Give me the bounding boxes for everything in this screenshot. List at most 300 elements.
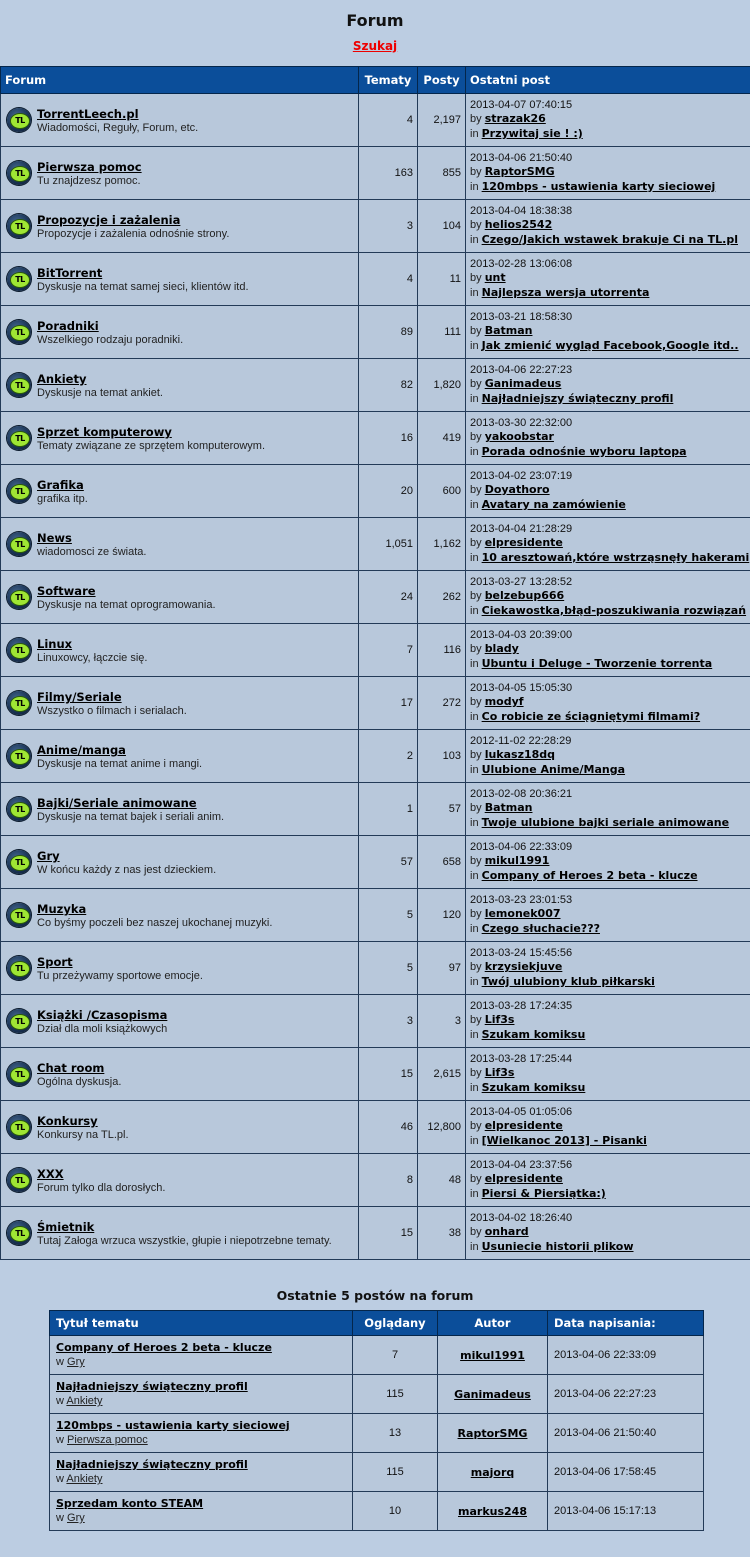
forum-description: Forum tylko dla dorosłych.	[37, 1182, 166, 1194]
last-post-user-link[interactable]: elpresidente	[484, 536, 563, 550]
topics-count: 15	[359, 1048, 418, 1101]
recent-forum-link[interactable]: Ankiety	[66, 1473, 103, 1485]
by-label: by	[470, 908, 482, 921]
forum-cell	[1, 995, 359, 1048]
posts-count: 1,162	[418, 518, 466, 571]
in-label: in	[470, 1240, 479, 1253]
forum-cell	[1, 412, 359, 465]
forum-cell	[1, 730, 359, 783]
last-post-cell	[466, 571, 750, 624]
search-link[interactable]: Szukaj	[352, 39, 398, 53]
recent-topic-link[interactable]: Sprzedam konto STEAM	[56, 1497, 204, 1510]
posts-count: 3	[418, 995, 466, 1048]
forum-name-link[interactable]: Sport	[37, 955, 73, 969]
tl-logo-text: TL	[10, 166, 30, 182]
forum-name-link[interactable]: Muzyka	[37, 902, 87, 916]
post-date: 2013-04-06 15:17:13	[548, 1492, 704, 1531]
in-label: in	[470, 1081, 479, 1094]
forum-description: Tematy związane ze sprzętem komputerowym.	[37, 440, 266, 452]
forum-info	[37, 105, 358, 135]
forum-row	[1, 359, 750, 412]
tl-logo-text: TL	[10, 325, 30, 341]
last-post-date: 2013-03-27 13:28:52	[470, 575, 573, 588]
last-post-user-link[interactable]: lukasz18dq	[484, 748, 556, 762]
last-post-topic-link[interactable]: Jak zmienić wygląd Facebook,Google itd..	[481, 338, 739, 352]
tl-logo-icon	[7, 638, 31, 662]
in-label: in	[470, 1028, 479, 1041]
forum-cell	[1, 518, 359, 571]
forum-description: grafika itp.	[37, 493, 88, 505]
last-post-topic-link[interactable]: 120mbps - ustawienia karty sieciowej	[481, 179, 716, 193]
last-post-topic-link[interactable]: Szukam komiksu	[481, 1080, 586, 1094]
last-post-date: 2013-04-04 21:28:29	[470, 522, 573, 535]
forum-name-link[interactable]: Książki /Czasopisma	[37, 1008, 168, 1022]
forum-info	[37, 1112, 358, 1142]
last-post-date: 2013-04-06 21:50:40	[470, 151, 573, 164]
last-post-cell	[466, 359, 750, 412]
in-forum-label: w	[56, 1434, 64, 1446]
by-label: by	[470, 113, 482, 126]
forum-name-link[interactable]: BitTorrent	[37, 266, 103, 280]
last-post-topic-link[interactable]: Ubuntu i Deluge - Tworzenie torrenta	[481, 656, 713, 670]
forum-row	[1, 412, 750, 465]
topics-count: 1,051	[359, 518, 418, 571]
topics-count: 46	[359, 1101, 418, 1154]
tl-logo-icon	[7, 850, 31, 874]
in-label: in	[470, 657, 479, 670]
last-post-user-link[interactable]: Doyathoro	[484, 483, 550, 497]
last-post-cell	[466, 1101, 750, 1154]
last-post-user-link[interactable]: elpresidente	[484, 1172, 563, 1186]
last-post-date: 2013-04-02 23:07:19	[470, 469, 573, 482]
forum-description: Tu znajdzesz pomoc.	[37, 175, 141, 187]
last-post-cell	[466, 889, 750, 942]
tl-logo-text: TL	[10, 696, 30, 712]
forum-info	[37, 741, 358, 771]
last-post-user-link[interactable]: Lif3s	[484, 1013, 515, 1027]
last-post-user-link[interactable]: blady	[484, 642, 519, 656]
forum-description: Dyskusje na temat bajek i seriali anim.	[37, 811, 225, 823]
forum-info	[37, 953, 358, 983]
forum-name-link[interactable]: Filmy/Seriale	[37, 690, 122, 704]
post-date: 2013-04-06 17:58:45	[548, 1453, 704, 1492]
posts-count: 11	[418, 253, 466, 306]
last-post-topic-link[interactable]: Przywitaj sie ! :)	[481, 126, 583, 140]
topics-count: 3	[359, 995, 418, 1048]
forum-row	[1, 571, 750, 624]
topics-count: 20	[359, 465, 418, 518]
forum-description: Linuxowcy, łączcie się.	[37, 652, 148, 664]
tl-logo-text: TL	[10, 431, 30, 447]
by-label: by	[470, 696, 482, 709]
tl-logo-icon	[7, 479, 31, 503]
tl-logo-text: TL	[10, 590, 30, 606]
header-author: Autor	[438, 1311, 548, 1336]
forum-info	[37, 688, 358, 718]
topics-count: 24	[359, 571, 418, 624]
forum-cell	[1, 147, 359, 200]
by-label: by	[470, 749, 482, 762]
recent-topic-cell	[50, 1336, 353, 1375]
tl-logo-icon	[7, 956, 31, 980]
by-label: by	[470, 537, 482, 550]
last-post-cell	[466, 306, 750, 359]
by-label: by	[470, 1120, 482, 1133]
last-post-user-link[interactable]: strazak26	[484, 112, 546, 126]
recent-forum-link[interactable]: Ankiety	[66, 1395, 103, 1407]
last-post-topic-link[interactable]: Porada odnośnie wyboru laptopa	[481, 444, 687, 458]
last-post-user-link[interactable]: Batman	[484, 324, 533, 338]
forum-cell	[1, 677, 359, 730]
forum-description: Dyskusje na temat samej sieci, klientów itd.	[37, 281, 249, 293]
author-cell	[438, 1375, 548, 1414]
recent-post-row	[50, 1375, 704, 1414]
forum-cell	[1, 359, 359, 412]
forum-info	[37, 1059, 358, 1089]
last-post-date: 2013-04-06 22:27:23	[470, 363, 573, 376]
forum-description: Dyskusje na temat anime i mangi.	[37, 758, 203, 770]
recent-post-row	[50, 1453, 704, 1492]
last-post-user-link[interactable]: helios2542	[484, 218, 553, 232]
post-date: 2013-04-06 22:33:09	[548, 1336, 704, 1375]
forum-description: Ogólna dyskusja.	[37, 1076, 122, 1088]
forum-info	[37, 211, 358, 241]
last-post-cell	[466, 942, 750, 995]
forum-info	[37, 370, 358, 400]
in-forum-label: w	[56, 1473, 64, 1485]
topics-count: 82	[359, 359, 418, 412]
forum-name-link[interactable]: Chat room	[37, 1061, 105, 1075]
post-date: 2013-04-06 21:50:40	[548, 1414, 704, 1453]
topics-count: 16	[359, 412, 418, 465]
in-label: in	[470, 498, 479, 511]
last-post-cell	[466, 624, 750, 677]
last-post-cell	[466, 677, 750, 730]
topics-count: 17	[359, 677, 418, 730]
tl-logo-icon	[7, 267, 31, 291]
forum-name-link[interactable]: Ankiety	[37, 372, 87, 386]
last-post-date: 2013-04-05 15:05:30	[470, 681, 573, 694]
forum-name-link[interactable]: Anime/manga	[37, 743, 126, 757]
last-post-topic-link[interactable]: Czego słuchacie???	[481, 921, 600, 935]
forum-name-link[interactable]: Software	[37, 584, 96, 598]
topics-count: 57	[359, 836, 418, 889]
last-post-user-link[interactable]: belzebup666	[484, 589, 565, 603]
topics-count: 15	[359, 1207, 418, 1260]
last-post-cell	[466, 465, 750, 518]
last-post-user-link[interactable]: krzysiekjuve	[484, 960, 563, 974]
forum-description: Co byśmy poczeli bez naszej ukochanej muzyki.	[37, 917, 273, 929]
posts-count: 104	[418, 200, 466, 253]
forum-row	[1, 147, 750, 200]
forum-name-link[interactable]: TorrentLeech.pl	[37, 107, 139, 121]
forum-name-link[interactable]: XXX	[37, 1167, 64, 1181]
posts-count: 38	[418, 1207, 466, 1260]
header-views: Oglądany	[353, 1311, 438, 1336]
tl-logo-text: TL	[10, 113, 30, 129]
forum-info	[37, 1006, 358, 1036]
by-label: by	[470, 166, 482, 179]
in-label: in	[470, 922, 479, 935]
last-post-user-link[interactable]: elpresidente	[484, 1119, 563, 1133]
forum-name-link[interactable]: Sprzet komputerowy	[37, 425, 172, 439]
in-label: in	[470, 816, 479, 829]
tl-logo-icon	[7, 797, 31, 821]
last-post-user-link[interactable]: Lif3s	[484, 1066, 515, 1080]
tl-logo-text: TL	[10, 537, 30, 553]
last-post-topic-link[interactable]: Co robicie ze ściągniętymi filmami?	[481, 709, 701, 723]
forum-cell	[1, 889, 359, 942]
last-post-topic-link[interactable]: Szukam komiksu	[481, 1027, 586, 1041]
forum-name-link[interactable]: Poradniki	[37, 319, 99, 333]
forum-cell	[1, 624, 359, 677]
forum-description: Propozycje i zażalenia odnośnie strony.	[37, 228, 230, 240]
forum-name-link[interactable]: Konkursy	[37, 1114, 98, 1128]
tl-logo-icon	[7, 532, 31, 556]
last-post-topic-link[interactable]: Najładniejszy świąteczny profil	[481, 391, 674, 405]
header-post-date: Data napisania:	[548, 1311, 704, 1336]
header-forum: Forum	[1, 67, 359, 94]
topics-count: 4	[359, 253, 418, 306]
by-label: by	[470, 855, 482, 868]
views-count: 115	[353, 1375, 438, 1414]
forum-cell	[1, 465, 359, 518]
in-label: in	[470, 180, 479, 193]
in-label: in	[470, 286, 479, 299]
recent-topic-link[interactable]: Najładniejszy świąteczny profil	[56, 1380, 248, 1393]
last-post-topic-link[interactable]: Company of Heroes 2 beta - klucze	[481, 868, 698, 882]
last-post-user-link[interactable]: lemonek007	[484, 907, 561, 921]
forum-row	[1, 730, 750, 783]
in-label: in	[470, 339, 479, 352]
forum-name-link[interactable]: Grafika	[37, 478, 84, 492]
last-post-topic-link[interactable]: Avatary na zamówienie	[481, 497, 626, 511]
tl-logo-icon	[7, 108, 31, 132]
forum-info	[37, 582, 358, 612]
recent-topic-cell	[50, 1414, 353, 1453]
last-post-cell	[466, 995, 750, 1048]
forum-info	[37, 529, 358, 559]
by-label: by	[470, 590, 482, 603]
topics-count: 7	[359, 624, 418, 677]
by-label: by	[470, 484, 482, 497]
last-post-date: 2013-04-04 18:38:38	[470, 204, 573, 217]
by-label: by	[470, 1173, 482, 1186]
forum-row	[1, 1154, 750, 1207]
last-post-cell	[466, 518, 750, 571]
views-count: 7	[353, 1336, 438, 1375]
last-post-user-link[interactable]: Batman	[484, 801, 533, 815]
last-post-user-link[interactable]: Ganimadeus	[484, 377, 562, 391]
tl-logo-text: TL	[10, 1226, 30, 1242]
by-label: by	[470, 378, 482, 391]
last-post-topic-link[interactable]: [Wielkanoc 2013] - Pisanki	[481, 1133, 647, 1147]
tl-logo-icon	[7, 1115, 31, 1139]
by-label: by	[470, 219, 482, 232]
forum-name-link[interactable]: Gry	[37, 849, 60, 863]
author-link[interactable]: Ganimadeus	[454, 1387, 531, 1401]
in-label: in	[470, 127, 479, 140]
posts-count: 419	[418, 412, 466, 465]
last-post-user-link[interactable]: modyf	[484, 695, 524, 709]
forum-cell	[1, 94, 359, 147]
recent-forum-link[interactable]: Pierwsza pomoc	[67, 1434, 148, 1446]
last-post-cell	[466, 412, 750, 465]
posts-count: 12,800	[418, 1101, 466, 1154]
forum-description: Tutaj Załoga wrzuca wszystkie, głupie i niepotrzebne tematy.	[37, 1235, 332, 1247]
posts-count: 120	[418, 889, 466, 942]
forum-info	[37, 158, 358, 188]
page-title: Forum	[346, 11, 404, 30]
last-post-topic-link[interactable]: 10 aresztowań,które wstrząsnęły hakerami	[481, 550, 750, 564]
last-post-user-link[interactable]: mikul1991	[484, 854, 550, 868]
recent-topic-link[interactable]: 120mbps - ustawienia karty sieciowej	[56, 1419, 290, 1432]
by-label: by	[470, 1014, 482, 1027]
forum-description: Wiadomości, Reguły, Forum, etc.	[37, 122, 199, 134]
recent-topic-link[interactable]: Company of Heroes 2 beta - klucze	[56, 1341, 272, 1354]
last-post-date: 2013-03-30 22:32:00	[470, 416, 573, 429]
last-post-user-link[interactable]: onhard	[484, 1225, 529, 1239]
posts-count: 103	[418, 730, 466, 783]
tl-logo-icon	[7, 373, 31, 397]
tl-logo-text: TL	[10, 219, 30, 235]
forum-info	[37, 794, 358, 824]
last-post-cell	[466, 1048, 750, 1101]
forum-description: Tu przeżywamy sportowe emocje.	[37, 970, 203, 982]
last-post-topic-link[interactable]: Najlepsza wersja utorrenta	[481, 285, 650, 299]
topics-count: 89	[359, 306, 418, 359]
last-post-topic-link[interactable]: Ulubione Anime/Manga	[481, 762, 626, 776]
forum-row	[1, 836, 750, 889]
last-post-user-link[interactable]: RaptorSMG	[484, 165, 555, 179]
last-post-date: 2013-03-28 17:24:35	[470, 999, 573, 1012]
last-post-date: 2012-11-02 22:28:29	[470, 734, 572, 747]
last-post-date: 2013-04-07 07:40:15	[470, 98, 573, 111]
recent-forum-link[interactable]: Gry	[67, 1512, 85, 1524]
recent-post-row	[50, 1414, 704, 1453]
by-label: by	[470, 325, 482, 338]
forum-name-link[interactable]: Propozycje i zażalenia	[37, 213, 181, 227]
tl-logo-icon	[7, 691, 31, 715]
tl-logo-text: TL	[10, 961, 30, 977]
forum-info	[37, 847, 358, 877]
last-post-cell	[466, 836, 750, 889]
last-post-topic-link[interactable]: Ciekawostka,błąd-poszukiwania rozwiązań	[481, 603, 747, 617]
last-post-topic-link[interactable]: Twój ulubiony klub piłkarski	[481, 974, 655, 988]
in-label: in	[470, 233, 479, 246]
in-label: in	[470, 975, 479, 988]
in-label: in	[470, 604, 479, 617]
author-link[interactable]: markus248	[458, 1504, 527, 1518]
last-post-date: 2013-03-24 15:45:56	[470, 946, 573, 959]
tl-logo-text: TL	[10, 1014, 30, 1030]
forum-cell	[1, 200, 359, 253]
posts-count: 262	[418, 571, 466, 624]
topics-count: 163	[359, 147, 418, 200]
recent-table-header	[50, 1311, 704, 1336]
forum-description: Dyskusje na temat oprogramowania.	[37, 599, 216, 611]
tl-logo-text: TL	[10, 802, 30, 818]
last-post-date: 2013-03-28 17:25:44	[470, 1052, 573, 1065]
forum-description: Konkursy na TL.pl.	[37, 1129, 129, 1141]
forum-description: Dział dla moli książkowych	[37, 1023, 168, 1035]
posts-count: 272	[418, 677, 466, 730]
author-link[interactable]: majorq	[470, 1465, 515, 1479]
last-post-topic-link[interactable]: Twoje ulubione bajki seriale animowane	[481, 815, 730, 829]
forum-info	[37, 264, 358, 294]
tl-logo-text: TL	[10, 1120, 30, 1136]
forum-cell	[1, 1207, 359, 1260]
forum-cell	[1, 836, 359, 889]
forum-cell	[1, 1048, 359, 1101]
tl-logo-text: TL	[10, 484, 30, 500]
recent-forum-link[interactable]: Gry	[67, 1356, 85, 1368]
recent-topic-cell	[50, 1375, 353, 1414]
posts-count: 57	[418, 783, 466, 836]
by-label: by	[470, 431, 482, 444]
forum-name-link[interactable]: Bajki/Seriale animowane	[37, 796, 197, 810]
last-post-topic-link[interactable]: Usuniecie historii plikow	[481, 1239, 634, 1253]
in-label: in	[470, 445, 479, 458]
tl-logo-text: TL	[10, 749, 30, 765]
last-post-topic-link[interactable]: Czego/Jakich wstawek brakuje Ci na TL.pl	[481, 232, 738, 246]
forum-name-link[interactable]: Pierwsza pomoc	[37, 160, 142, 174]
forum-row	[1, 1207, 750, 1260]
last-post-cell	[466, 1207, 750, 1260]
last-post-user-link[interactable]: yakoobstar	[484, 430, 554, 444]
author-cell	[438, 1336, 548, 1375]
last-post-user-link[interactable]: unt	[484, 271, 506, 285]
posts-count: 2,197	[418, 94, 466, 147]
forum-cell	[1, 571, 359, 624]
in-label: in	[470, 551, 479, 564]
forum-row	[1, 200, 750, 253]
forum-cell	[1, 783, 359, 836]
tl-logo-text: TL	[10, 908, 30, 924]
forum-table-header	[1, 67, 750, 94]
by-label: by	[470, 272, 482, 285]
tl-logo-icon	[7, 1221, 31, 1245]
forum-description: wiadomosci ze świata.	[37, 546, 147, 558]
forum-name-link[interactable]: News	[37, 531, 72, 545]
forum-cell	[1, 1101, 359, 1154]
forum-cell	[1, 942, 359, 995]
forum-row	[1, 1048, 750, 1101]
forum-info	[37, 476, 358, 506]
last-post-topic-link[interactable]: Piersi & Piersiątka:)	[481, 1186, 606, 1200]
posts-count: 1,820	[418, 359, 466, 412]
last-post-date: 2013-04-04 23:37:56	[470, 1158, 573, 1171]
forum-description: Wszystko o filmach i serialach.	[37, 705, 187, 717]
in-forum-label: w	[56, 1395, 64, 1407]
tl-logo-icon	[7, 161, 31, 185]
header-last-post: Ostatni post	[466, 67, 750, 94]
author-link[interactable]: RaptorSMG	[457, 1426, 528, 1440]
posts-count: 658	[418, 836, 466, 889]
forum-name-link[interactable]: Śmietnik	[37, 1220, 95, 1234]
forum-row	[1, 889, 750, 942]
forum-table	[0, 66, 750, 1260]
posts-count: 2,615	[418, 1048, 466, 1101]
forum-info	[37, 1218, 358, 1248]
forum-info	[37, 317, 358, 347]
forum-row	[1, 306, 750, 359]
recent-topic-link[interactable]: Najładniejszy świąteczny profil	[56, 1458, 248, 1471]
by-label: by	[470, 802, 482, 815]
author-link[interactable]: mikul1991	[460, 1348, 525, 1362]
forum-name-link[interactable]: Linux	[37, 637, 73, 651]
views-count: 10	[353, 1492, 438, 1531]
